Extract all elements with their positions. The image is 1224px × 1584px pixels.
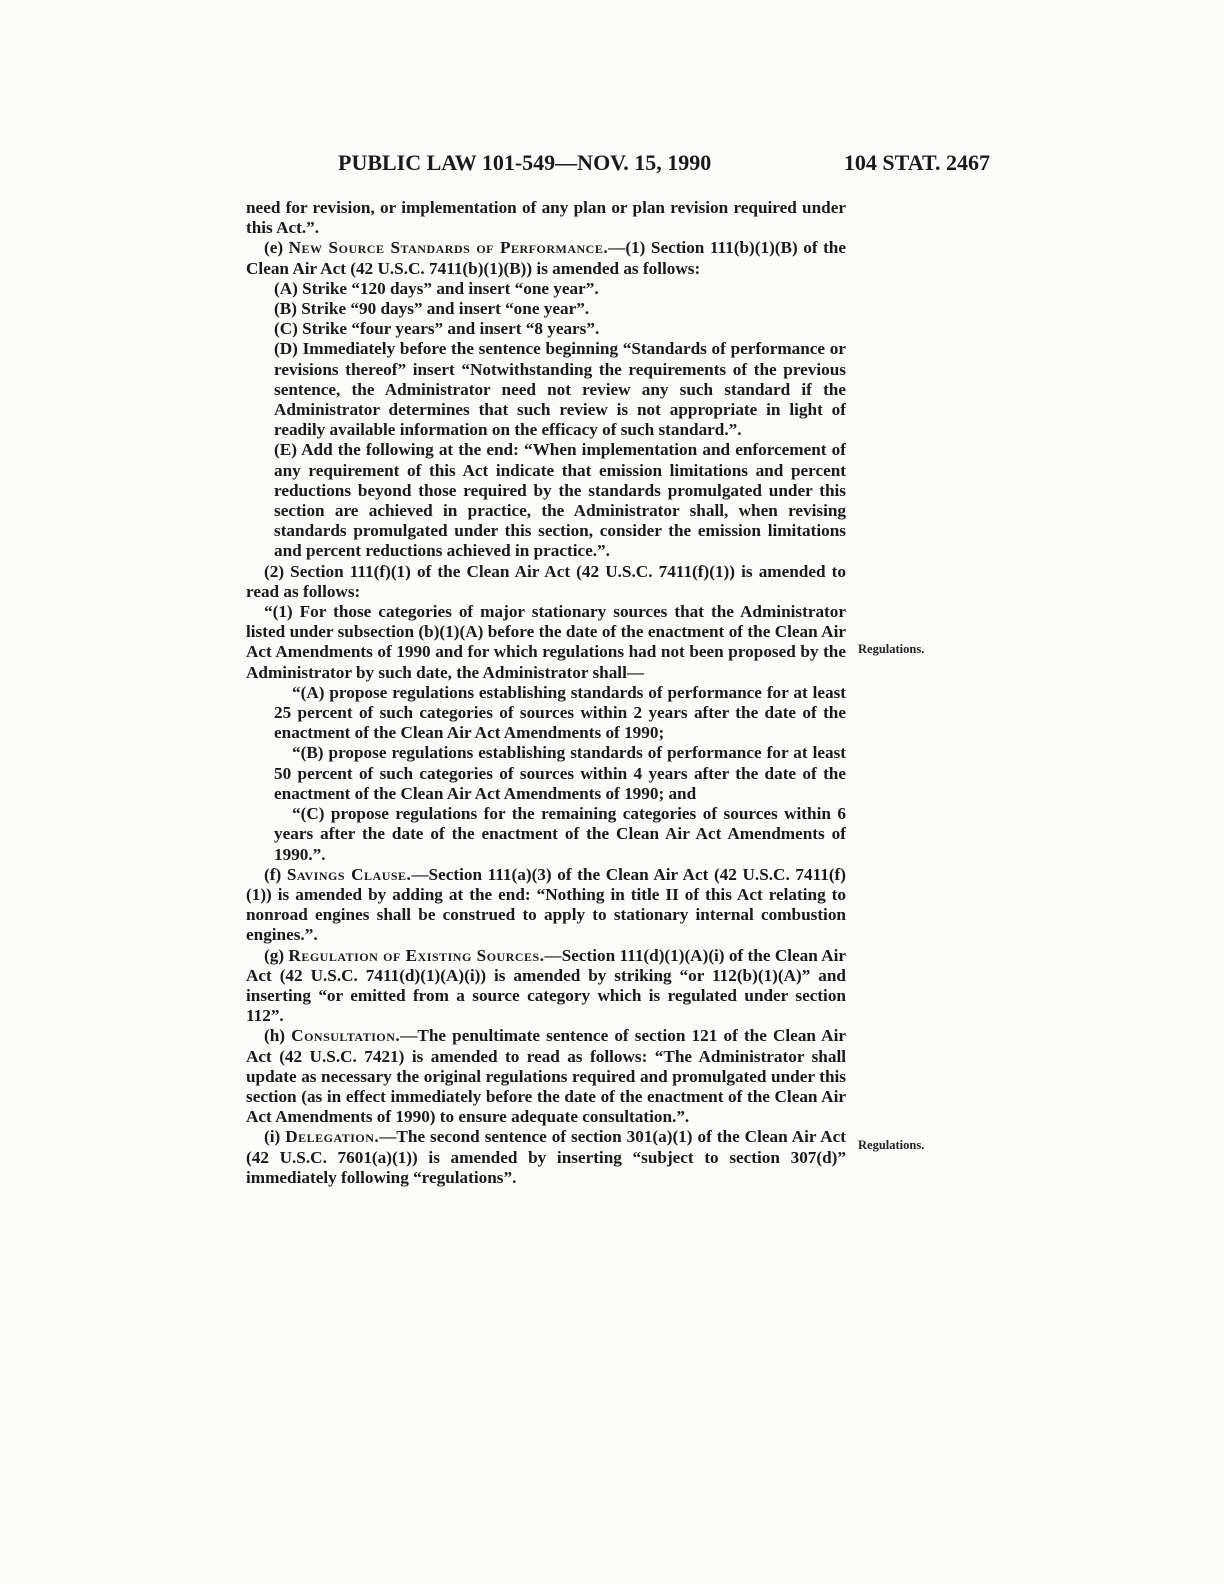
section-heading: Savings Clause. (286, 864, 412, 884)
paragraph-item-e: (E) Add the following at the end: “When implementation and enforcement of any requirement of this Act indicate that emission limitations and percent reductions beyond those required by the standards promulgated under this section are achieved in practice, the Administrator shall, when revising standards promulgated under this section, consider the emission limitations and percent reductions achieved in practice.”. (274, 440, 846, 561)
paragraph-quoted-b: “(B) propose regulations establishing standards of performance for at least 50 percent of such categories of sources within 4 years after the date of the enactment of the Clean Air Act Amendments of 1990; and (274, 743, 846, 803)
paragraph-text: —(1) Section 111(b)(1)(B) of the Clean Air Act (42 U.S.C. 7411(b)(1)(B)) is amended as follows: (246, 238, 846, 278)
section-heading: Regulation of Existing Sources. (288, 945, 545, 965)
document-body (246, 198, 846, 1188)
paragraph-text: —Section 111(a)(3) of the Clean Air Act (42 U.S.C. 7411(f)(1)) is amended by adding at the end: “Nothing in title II of this Act relating to nonroad engines shall be construed to apply to stationary internal combustion engines.”. (246, 864, 846, 945)
paragraph-lead: (e) (264, 238, 289, 258)
paragraph-text: —Section 111(d)(1)(A)(i) of the Clean Air Act (42 U.S.C. 7411(d)(1)(A)(i)) is amended by striking “or 112(b)(1)(A)” and inserting “or emitted from a source category which is regulated under section 112”. (246, 945, 847, 1026)
header-page-number: 104 STAT. 2467 (843, 150, 990, 175)
paragraph-section-f (246, 865, 846, 946)
paragraph-section-2: (2) Section 111(f)(1) of the Clean Air Act (42 U.S.C. 7411(f)(1)) is amended to read as follows: (246, 561, 846, 601)
paragraph-quoted-c: “(C) propose regulations for the remaining categories of sources within 6 years after the date of the enactment of the Clean Air Act Amendments of 1990.”. (274, 804, 846, 864)
paragraph-section-i (246, 1127, 846, 1188)
paragraph-section-e (246, 238, 846, 278)
paragraph-text: —The second sentence of section 301(a)(1) of the Clean Air Act (42 U.S.C. 7601(a)(1)) is amended by inserting “subject to section 307(d)” immediately following “regulations”. (246, 1127, 846, 1187)
paragraph-lead: (i) (264, 1127, 286, 1147)
paragraph-item-b: (B) Strike “90 days” and insert “one year”. (274, 299, 590, 319)
paragraph-text: —The penultimate sentence of section 121 of the Clean Air Act (42 U.S.C. 7421) is amended to read as follows: “The Administrator shall update as necessary the original regulations required and promulgated under this section (as in effect immediately before the date of the enactment of the Clean Air Act Amendments of 1990) to ensure adequate consultation.”. (246, 1026, 846, 1127)
paragraph-lead: (g) (264, 945, 289, 965)
paragraph-section-g (246, 946, 846, 1027)
section-heading: Consultation. (291, 1026, 401, 1046)
margin-note-regulations: Regulations. (858, 642, 925, 656)
paragraph-item-c: (C) Strike “four years” and insert “8 years”. (274, 319, 600, 339)
section-heading: Delegation. (285, 1127, 380, 1147)
section-heading: New Source Standards of Performance. (288, 238, 609, 258)
paragraph-quoted-a: “(A) propose regulations establishing standards of performance for at least 25 percent of such categories of sources within 2 years after the date of the enactment of the Clean Air Act Amendments of 1990; (274, 682, 846, 743)
margin-note-regulations: Regulations. (858, 1138, 925, 1152)
paragraph-item-a: (A) Strike “120 days” and insert “one year”. (274, 278, 599, 298)
paragraph-lead: (h) (264, 1026, 292, 1046)
header-title: PUBLIC LAW 101-549—NOV. 15, 1990 (338, 150, 712, 175)
paragraph-continuation: need for revision, or implementation of any plan or plan revision required under this Act.”. (246, 198, 846, 238)
paragraph-item-d: (D) Immediately before the sentence beginning “Standards of performance or revisions thereof” insert “Notwithstanding the requirements of the previous sentence, the Administrator need not review any such standard if the Administrator determines that such review is not appropriate in light of readily available information on the efficacy of such standard.”. (274, 339, 846, 440)
paragraph-section-h (246, 1026, 846, 1127)
running-header (330, 150, 990, 184)
paragraph-lead: (f) (264, 864, 287, 884)
paragraph-quoted-1: “(1) For those categories of major stationary sources that the Administrator listed under subsection (b)(1)(A) before the date of the enactment of the Clean Air Act Amendments of 1990 and for which regulations had not been proposed by the Administrator by such date, the Administrator shall— (246, 602, 846, 682)
